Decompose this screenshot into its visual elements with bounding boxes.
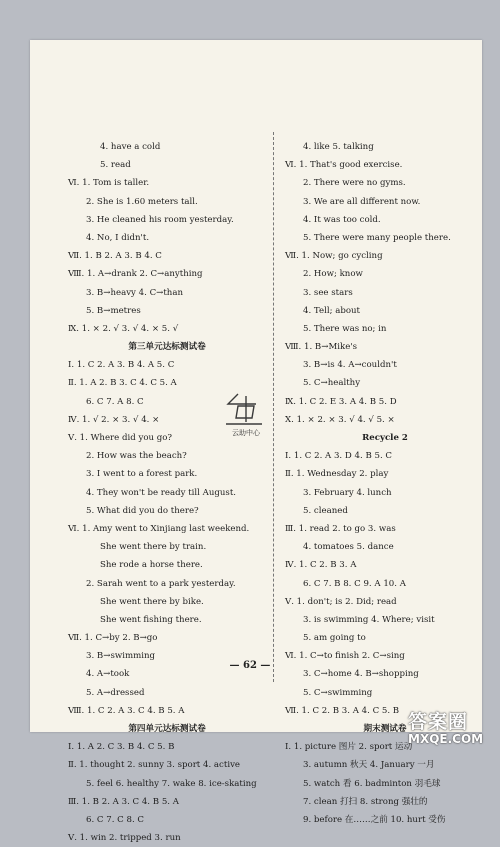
answer-line: 4. Tell; about: [303, 305, 360, 316]
answer-line: 2. She is 1.60 meters tall.: [86, 196, 198, 207]
answer-line: 6. C 7. C 8. C: [86, 814, 144, 825]
answer-line: Ⅱ. 1. thought 2. sunny 3. sport 4. active: [68, 760, 241, 771]
answer-line: 2. Sarah went to a park yesterday.: [86, 578, 236, 589]
section-heading: 第三单元达标测试卷: [128, 342, 206, 353]
answer-line: 4. like 5. talking: [303, 142, 374, 152]
site-watermark: [408, 707, 498, 747]
answer-line: 7. clean 打扫 8. strong 强壮的: [303, 796, 428, 807]
answer-line: Ⅷ. 1. C 2. A 3. C 4. B 5. A: [68, 705, 185, 716]
answer-line: 3. B→is 4. A→couldn't: [303, 360, 397, 371]
answer-line: 5. read: [100, 160, 131, 171]
answer-line: 3. February 4. lunch: [303, 487, 392, 498]
answer-line: Ⅸ. 1. × 2. √ 3. √ 4. × 5. √: [68, 323, 179, 334]
answer-line: 2. How was the beach?: [86, 451, 187, 462]
answer-line: 4. It was too cold.: [303, 214, 381, 225]
answer-line: 3. I went to a forest park.: [86, 469, 198, 480]
answer-line: 5. feel 6. healthy 7. wake 8. ice-skating: [86, 778, 257, 789]
answer-line: She went there by train.: [100, 542, 207, 553]
answer-line: Ⅳ. 1. √ 2. × 3. √ 4. ×: [68, 414, 160, 425]
answer-line: Ⅰ. 1. A 2. C 3. B 4. C 5. B: [68, 742, 175, 753]
section-heading: Recycle 2: [362, 433, 408, 443]
answer-line: 5. C→healthy: [303, 378, 361, 389]
answer-line: 9. before 在……之前 10. hurt 受伤: [303, 814, 446, 825]
answer-line: Ⅵ. 1. C→to finish 2. C→sing: [285, 651, 405, 662]
handwritten-mark: [216, 388, 276, 430]
answer-line: Ⅶ. 1. C→by 2. B→go: [68, 633, 158, 644]
answer-line: 6. C 7. B 8. C 9. A 10. A: [303, 578, 406, 589]
answer-line: 5. B→metres: [86, 305, 141, 316]
answer-line: Ⅱ. 1. A 2. B 3. C 4. C 5. A: [68, 378, 177, 389]
answer-line: Ⅰ. 1. C 2. A 3. B 4. A 5. C: [68, 360, 175, 371]
answer-line: 5. There was no; in: [303, 323, 387, 334]
answer-line: 3. B→heavy 4. C→than: [86, 287, 183, 298]
answer-line: Ⅳ. 1. C 2. B 3. A: [285, 560, 357, 571]
answer-line: Ⅶ. 1. C 2. B 3. A 4. C 5. B: [285, 705, 400, 716]
answer-line: 3. autumn 秋天 4. January 一月: [303, 760, 435, 771]
answer-line: 5. What did you do there?: [86, 505, 199, 516]
answer-line: 4. They won't be ready till August.: [86, 487, 237, 498]
answer-line: Ⅷ. 1. A→drank 2. C→anything: [68, 269, 203, 280]
answer-line: Ⅶ. 1. Now; go cycling: [285, 251, 383, 262]
answer-line: Ⅵ. 1. Tom is taller.: [68, 178, 150, 189]
answer-line: Ⅱ. 1. Wednesday 2. play: [285, 469, 389, 480]
answer-line: 4. A→took: [86, 669, 130, 680]
answer-line: Ⅰ. 1. picture 图片 2. sport 运动: [285, 742, 413, 753]
answer-line: She rode a horse there.: [100, 560, 203, 571]
answer-line: 4. have a cold: [100, 142, 161, 152]
answer-line: Ⅵ. 1. Amy went to Xinjiang last weekend.: [68, 523, 250, 534]
answer-line: 3. see stars: [303, 287, 353, 298]
answer-line: Ⅲ. 1. B 2. A 3. C 4. B 5. A: [68, 796, 179, 807]
answer-line: 5. cleaned: [303, 505, 348, 516]
left-answer-column: [68, 138, 266, 847]
answer-line: 3. is swimming 4. Where; visit: [303, 614, 435, 625]
watermark-main: 答案圈: [408, 711, 469, 733]
section-heading: 期末测试卷: [363, 724, 407, 734]
answer-line: 3. He cleaned his room yesterday.: [86, 214, 234, 225]
answer-line: 4. tomatoes 5. dance: [303, 542, 394, 553]
answer-line: 5. watch 看 6. badminton 羽毛球: [303, 778, 441, 789]
answer-line: 5. am going to: [303, 633, 366, 644]
answer-line: 2. How; know: [303, 269, 363, 280]
handwritten-note-text: 云助中心: [232, 429, 260, 437]
section-heading: 第四单元达标测试卷: [128, 724, 206, 734]
answer-line: 3. B→swimming: [86, 651, 156, 662]
answer-line: Ⅹ. 1. × 2. × 3. √ 4. √ 5. ×: [285, 414, 395, 425]
answer-line: 4. No, I didn't.: [86, 232, 150, 243]
answer-line: Ⅵ. 1. That's good exercise.: [285, 160, 403, 171]
watermark-url: MXQE.COM: [408, 732, 484, 746]
answer-line: Ⅰ. 1. C 2. A 3. D 4. B 5. C: [285, 451, 393, 462]
page-number: — 62 —: [229, 660, 271, 671]
answer-line: Ⅸ. 1. C 2. E 3. A 4. B 5. D: [285, 396, 397, 407]
answer-line: Ⅷ. 1. B→Mike's: [285, 342, 358, 353]
answer-line: 3. We are all different now.: [303, 196, 421, 207]
answer-line: 6. C 7. A 8. C: [86, 396, 144, 407]
answer-line: Ⅴ. 1. win 2. tripped 3. run: [68, 833, 181, 844]
answer-line: 3. C→home 4. B→shopping: [303, 669, 419, 680]
answer-line: Ⅲ. 1. read 2. to go 3. was: [285, 523, 396, 534]
answer-line: Ⅶ. 1. B 2. A 3. B 4. C: [68, 251, 162, 262]
handwritten-note: [216, 388, 276, 440]
answer-line: 5. C→swimming: [303, 687, 373, 698]
answer-line: 5. A→dressed: [86, 687, 145, 698]
answer-line: Ⅴ. 1. Where did you go?: [68, 433, 173, 443]
answer-line: 5. There were many people there.: [303, 232, 451, 243]
answer-line: She went fishing there.: [100, 614, 202, 625]
answer-line: Ⅴ. 1. don't; is 2. Did; read: [285, 596, 397, 607]
answer-line: 2. There were no gyms.: [303, 178, 406, 189]
answer-line: She went there by bike.: [100, 596, 204, 607]
